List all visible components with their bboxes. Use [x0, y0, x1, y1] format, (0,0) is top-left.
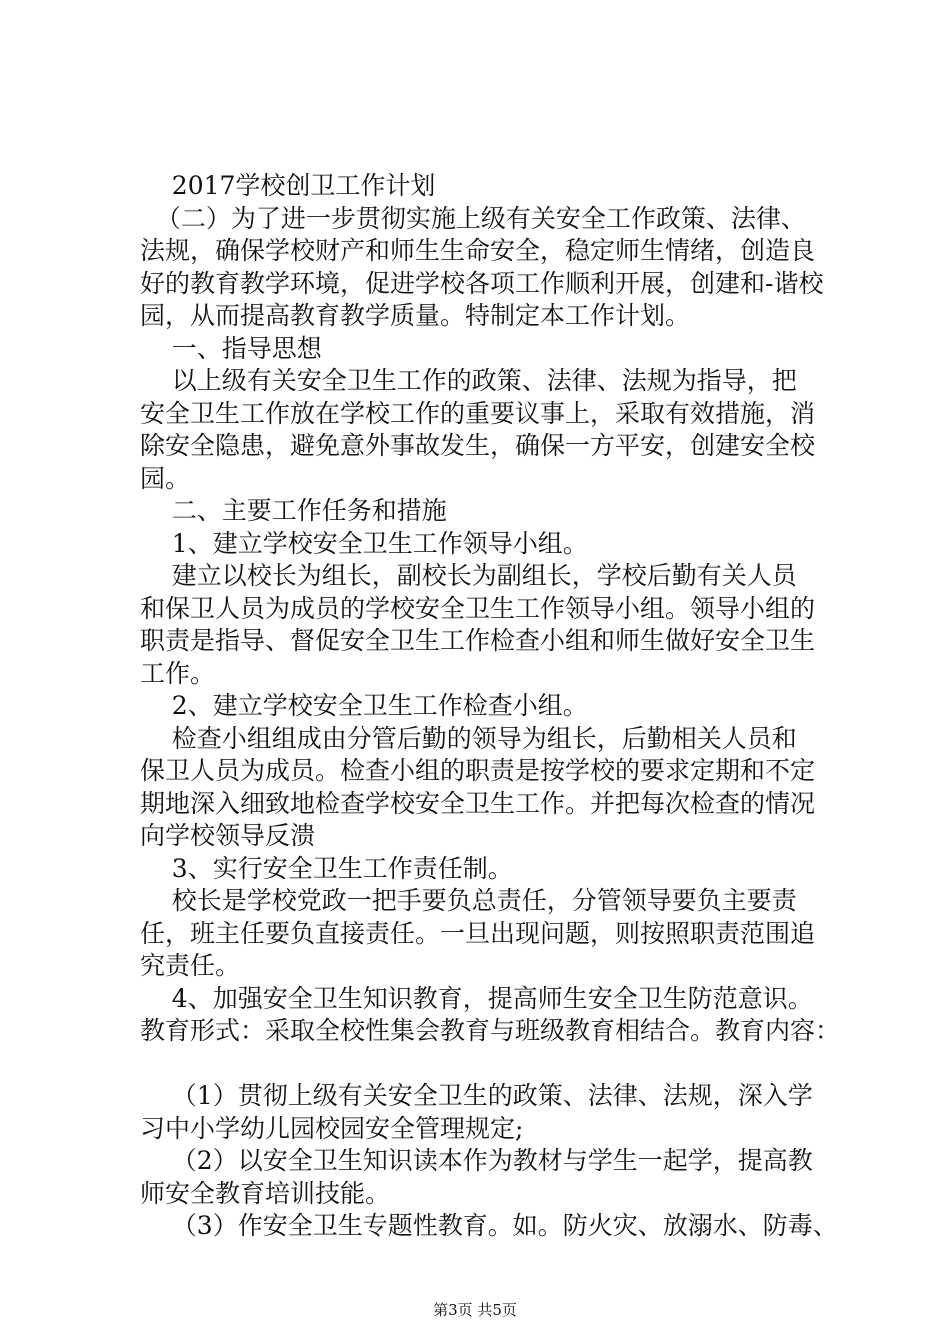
text-line: 习中小学幼儿园校园安全管理规定; — [140, 1113, 524, 1143]
text-line: 园，从而提高教育教学质量。特制定本工作计划。 — [140, 301, 691, 330]
text-line: 法规，确保学校财产和师生生命安全，稳定师生情绪，创造良 — [140, 236, 816, 265]
text-line: 教育形式：采取全校性集会教育与班级教育相结合。教育内容： — [140, 1016, 841, 1045]
text-line: 向学校领导反溃 — [140, 821, 316, 850]
text-line: 保卫人员为成员。检查小组的职责是按学校的要求定期和不定 — [140, 756, 816, 785]
text-line: 好的教育教学环境，促进学校各项工作顺利开展，创建和-谐校 — [140, 268, 824, 298]
text-line: 二、主要工作任务和措施 — [140, 496, 447, 525]
text-line: 检查小组组成由分管后勤的领导为组长，后勤相关人员和 — [140, 723, 797, 753]
text-line: 1、建立学校安全卫生工作领导小组。 — [140, 528, 588, 558]
text-line: 园。 — [140, 463, 191, 493]
text-line: 3、实行安全卫生工作责任制。 — [140, 853, 513, 883]
blank-line — [140, 1048, 840, 1081]
text-line: 究责任。 — [140, 951, 241, 980]
text-line: 安全卫生工作放在学校工作的重要议事上，采取有效措施，消 — [140, 398, 816, 428]
text-line: 工作。 — [140, 658, 216, 688]
text-line: 2017学校创卫工作计划 — [140, 171, 436, 200]
text-line: 校长是学校党政一把手要负总责任，分管领导要负主要责 — [140, 886, 797, 915]
text-line: 2、建立学校安全卫生工作检查小组。 — [140, 691, 588, 720]
text-line: （1）贯彻上级有关安全卫生的政策、法律、法规，深入学 — [140, 1081, 813, 1110]
page-footer: 第3页 共5页 — [433, 1301, 517, 1319]
text-line: 以上级有关安全卫生工作的政策、法律、法规为指导，把 — [140, 366, 797, 395]
text-line: 和保卫人员为成员的学校安全卫生工作领导小组。领导小组的 — [140, 593, 816, 623]
text-line: 期地深入细致地检查学校安全卫生工作。并把每次检查的情况 — [140, 788, 816, 818]
document-body — [140, 170, 840, 1243]
text-line: 建立以校长为组长，副校长为副组长，学校后勤有关人员 — [140, 561, 797, 590]
text-line: 任，班主任要负直接责任。一旦出现问题，则按照职责范围追 — [140, 918, 816, 948]
text-line: 一、指导思想 — [140, 333, 322, 363]
text-line: 除安全隐患，避免意外事故发生，确保一方平安，创建安全校 — [140, 431, 816, 460]
text-line: （2）以安全卫生知识读本作为教材与学生一起学，提高教 — [140, 1146, 813, 1175]
text-line: （3）作安全卫生专题性教育。如。防火灾、放溺水、防毒、 — [140, 1211, 838, 1240]
text-line: 职责是指导、督促安全卫生工作检查小组和师生做好安全卫生 — [140, 626, 816, 655]
text-line: （二）为了进一步贯彻实施上级有关安全工作政策、法律、 — [140, 203, 806, 233]
text-line: 师安全教育培训技能。 — [140, 1178, 391, 1208]
text-line: 4、加强安全卫生知识教育，提高师生安全卫生防范意识。 — [140, 983, 813, 1013]
